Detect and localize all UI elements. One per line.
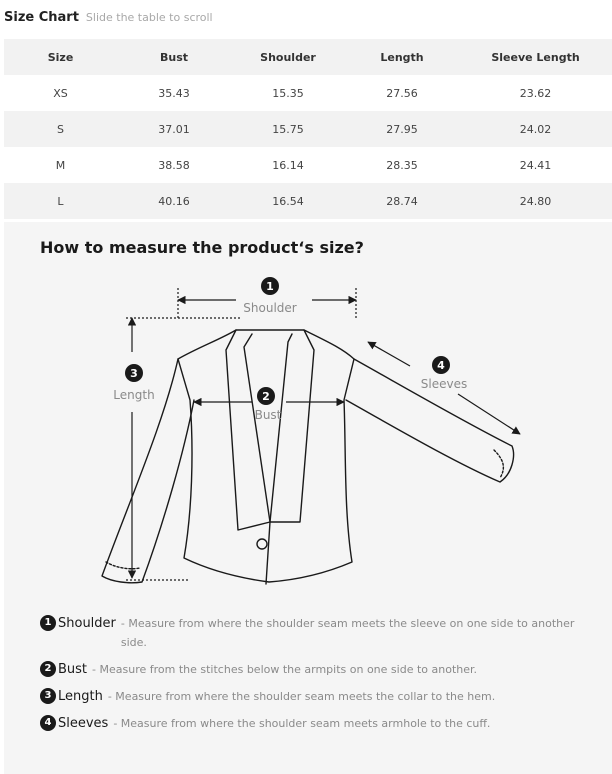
column-header: Length: [345, 39, 459, 75]
measure-lines: [126, 288, 520, 580]
table-cell: 37.01: [117, 111, 231, 147]
table-cell: 27.95: [345, 111, 459, 147]
table-row: [4, 75, 612, 111]
table-row: [4, 147, 612, 183]
sleeves-diagram-label: Sleeves: [420, 377, 468, 391]
legend-description: - Measure from where the shoulder seam meets the sleeve on one side to another side.: [120, 617, 575, 649]
guide-title: How to measure the product‘s size?: [40, 238, 364, 257]
table-cell: 27.56: [345, 75, 459, 111]
table-cell: 28.35: [345, 147, 459, 183]
number-badge-icon: 2: [40, 661, 56, 677]
table-cell: L: [4, 183, 117, 219]
length-marker: [113, 364, 154, 402]
table-cell: 38.58: [117, 147, 231, 183]
legend-description: - Measure from the stitches below the armpits on one side to another.: [92, 663, 477, 676]
column-header: Bust: [117, 39, 231, 75]
legend-name: Bust: [58, 662, 88, 677]
column-header: Sleeve Length: [459, 39, 612, 75]
arrow-icon: [368, 342, 410, 366]
scroll-hint: Slide the table to scroll: [85, 11, 213, 24]
shoulder-marker: [243, 277, 297, 315]
column-header: Shoulder: [231, 39, 345, 75]
table-cell: 16.54: [231, 183, 345, 219]
bust-marker: [255, 387, 282, 422]
table-cell: 15.35: [231, 75, 345, 111]
table-cell: 40.16: [117, 183, 231, 219]
table-cell: 24.41: [459, 147, 612, 183]
table-cell: 15.75: [231, 111, 345, 147]
measure-guide-panel: [4, 222, 612, 774]
table-cell: 24.80: [459, 183, 612, 219]
sleeves-marker: [421, 356, 467, 391]
length-diagram-label: Length: [113, 388, 155, 402]
table-row: [4, 111, 612, 147]
bust-badge-number: 2: [262, 390, 270, 403]
jacket-diagram: [4, 222, 612, 602]
legend-description: - Measure from where the shoulder seam meets armhole to the cuff.: [113, 717, 491, 730]
legend-item-sleeves: [40, 714, 600, 733]
size-chart-title: Size Chart: [4, 10, 79, 25]
legend-name: Length: [58, 689, 103, 704]
number-badge-icon: 3: [40, 688, 56, 704]
shoulder-badge-number: 1: [266, 280, 274, 293]
table-row: [4, 183, 612, 219]
table-cell: 23.62: [459, 75, 612, 111]
size-table[interactable]: [4, 39, 612, 219]
legend-description: - Measure from where the shoulder seam meets the collar to the hem.: [107, 690, 496, 703]
sleeves-badge-number: 4: [437, 359, 445, 372]
bust-diagram-label: Bust: [254, 408, 282, 422]
table-header-row: [4, 39, 612, 75]
legend-name: Sleeves: [58, 716, 109, 731]
number-badge-icon: 1: [40, 615, 56, 631]
measure-legend: [40, 614, 600, 741]
table-cell: S: [4, 111, 117, 147]
size-chart-header: [4, 10, 213, 30]
shoulder-diagram-label: Shoulder: [243, 301, 297, 315]
table-cell: XS: [4, 75, 117, 111]
arrow-icon: [458, 394, 520, 434]
table-cell: 16.14: [231, 147, 345, 183]
table-cell: 24.02: [459, 111, 612, 147]
number-badge-icon: 4: [40, 715, 56, 731]
length-badge-number: 3: [130, 367, 138, 380]
table-cell: M: [4, 147, 117, 183]
column-header: Size: [4, 39, 117, 75]
legend-item-length: [40, 687, 600, 706]
jacket-outline-icon: [102, 330, 514, 584]
table-cell: 28.74: [345, 183, 459, 219]
legend-item-shoulder: [40, 614, 600, 652]
table-cell: 35.43: [117, 75, 231, 111]
legend-item-bust: [40, 660, 600, 679]
legend-name: Shoulder: [58, 616, 116, 631]
